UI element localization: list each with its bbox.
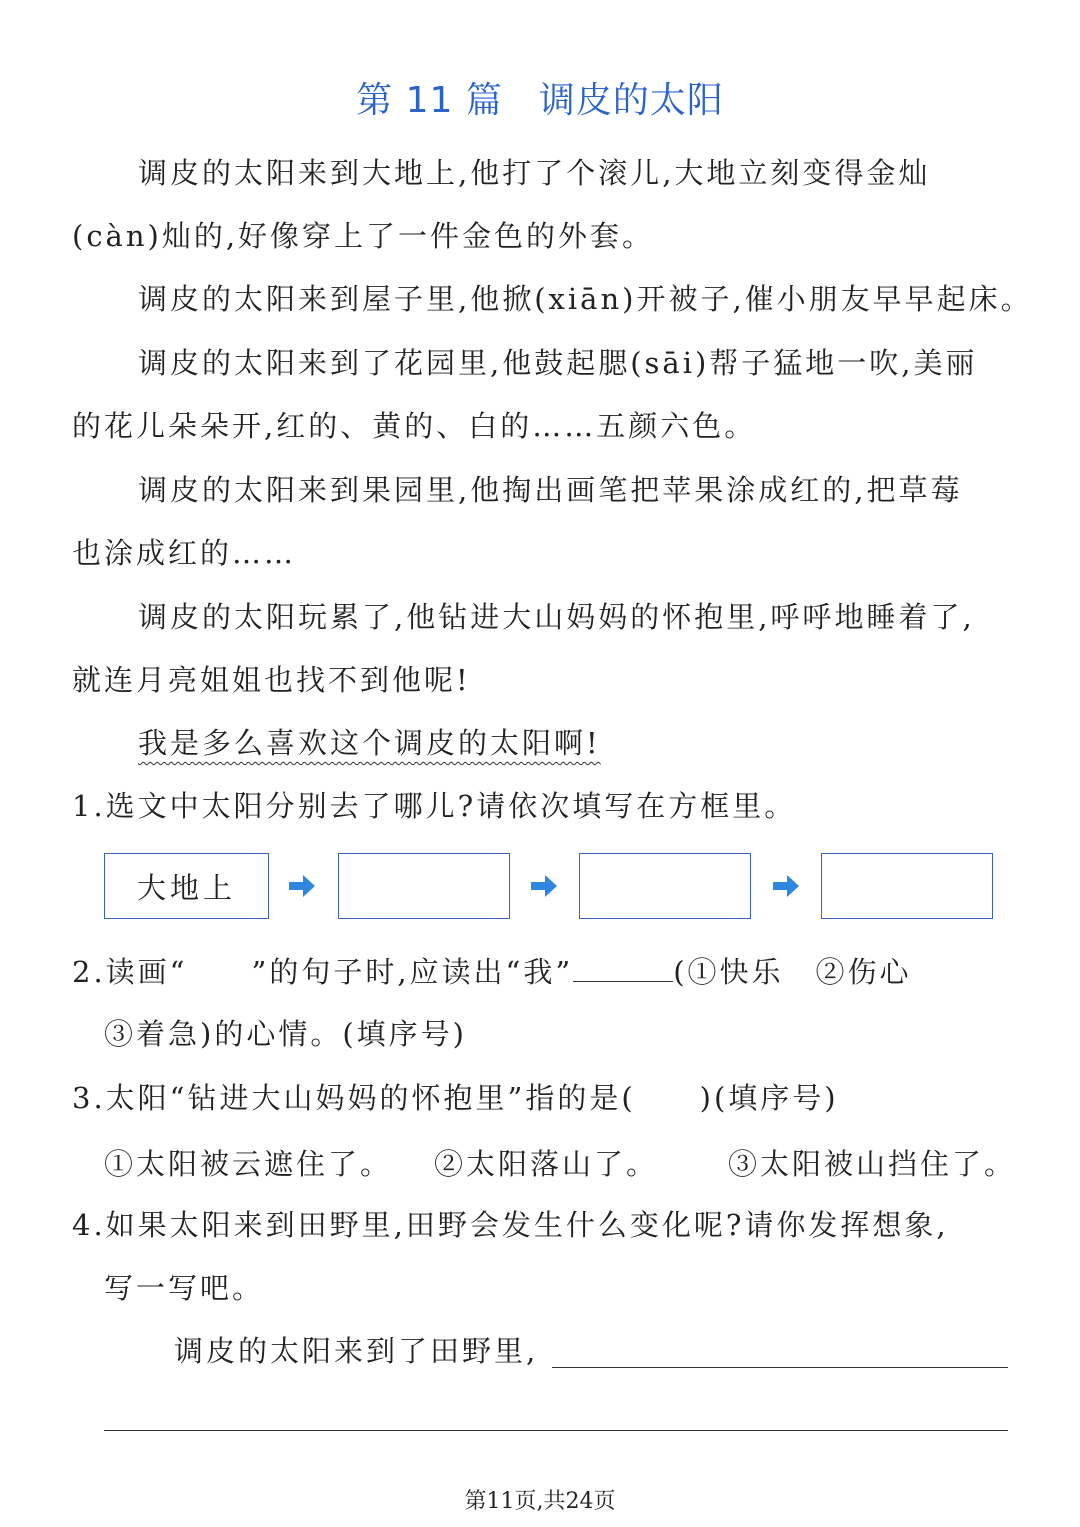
question-2-line-1 (72, 951, 1012, 992)
answer-blank[interactable] (573, 951, 673, 982)
question-1-text: 1.选文中太阳分别去了哪儿?请依次填写在方框里。 (72, 789, 797, 823)
lesson-name: 调皮的太阳 (538, 80, 724, 121)
passage-line: 调皮的太阳来到大地上,他打了个滚儿,大地立刻变得金灿 (138, 156, 931, 190)
arrow-right-icon (287, 873, 317, 899)
page-number: 第11页,共24页 (464, 1489, 616, 1514)
arrow-right-icon (529, 873, 559, 899)
passage-line: 也涂成红的…… (72, 536, 297, 570)
question-2-line-2: ③着急)的心情。(填序号) (104, 1017, 467, 1051)
passage-closing-line (138, 723, 1012, 763)
question-4-line-2: 写一写吧。 (104, 1271, 265, 1305)
passage-line: 调皮的太阳来到果园里,他掏出画笔把苹果涂成红的,把草莓 (138, 473, 963, 507)
question-2-part-3: (①快乐 ②伤心 (673, 955, 912, 989)
question-4-line-1: 4.如果太阳来到田野里,田野会发生什么变化呢?请你发挥想象, (72, 1208, 949, 1242)
answer-box-4[interactable] (821, 853, 993, 919)
writing-line[interactable] (552, 1367, 1008, 1368)
passage-line: (càn)灿的,好像穿上了一件金色的外套。 (72, 219, 655, 253)
passage-line: 的花儿朵朵开,红的、黄的、白的……五颜六色。 (72, 409, 757, 443)
page-title (0, 72, 1080, 123)
answer-box-1: 大地上 (104, 853, 269, 919)
lesson-number: 第 11 篇 (356, 80, 503, 121)
passage-line: 就连月亮姐姐也找不到他呢! (72, 663, 471, 697)
question-3-text: 3.太阳“钻进大山妈妈的怀抱里”指的是( )(填序号) (72, 1081, 839, 1115)
writing-line[interactable] (104, 1430, 1008, 1431)
question-3-option-2: ②太阳落山了。 (434, 1147, 659, 1181)
answer-box-sequence (104, 853, 1004, 923)
wavy-underlined-sentence: 我是多么喜欢这个调皮的太阳啊! (138, 726, 601, 760)
question-4-prompt: 调皮的太阳来到了田野里, (174, 1334, 539, 1368)
passage-line: 调皮的太阳玩累了,他钻进大山妈妈的怀抱里,呼呼地睡着了, (138, 600, 975, 634)
question-3-option-3: ③太阳被山挡住了。 (728, 1147, 1017, 1181)
question-2-part-1: 2.读画“ (72, 955, 188, 989)
wavy-line-mark (188, 952, 252, 982)
answer-box-3[interactable] (579, 853, 751, 919)
question-3-option-1: ①太阳被云遮住了。 (104, 1147, 393, 1181)
arrow-right-icon (771, 873, 801, 899)
passage-line: 调皮的太阳来到了花园里,他鼓起腮(sāi)帮子猛地一吹,美丽 (138, 346, 978, 380)
passage-line: 调皮的太阳来到屋子里,他掀(xiān)开被子,催小朋友早早起床。 (138, 282, 1033, 316)
answer-box-2[interactable] (338, 853, 510, 919)
question-2-part-2: ”的句子时,应读出“我” (251, 955, 574, 989)
